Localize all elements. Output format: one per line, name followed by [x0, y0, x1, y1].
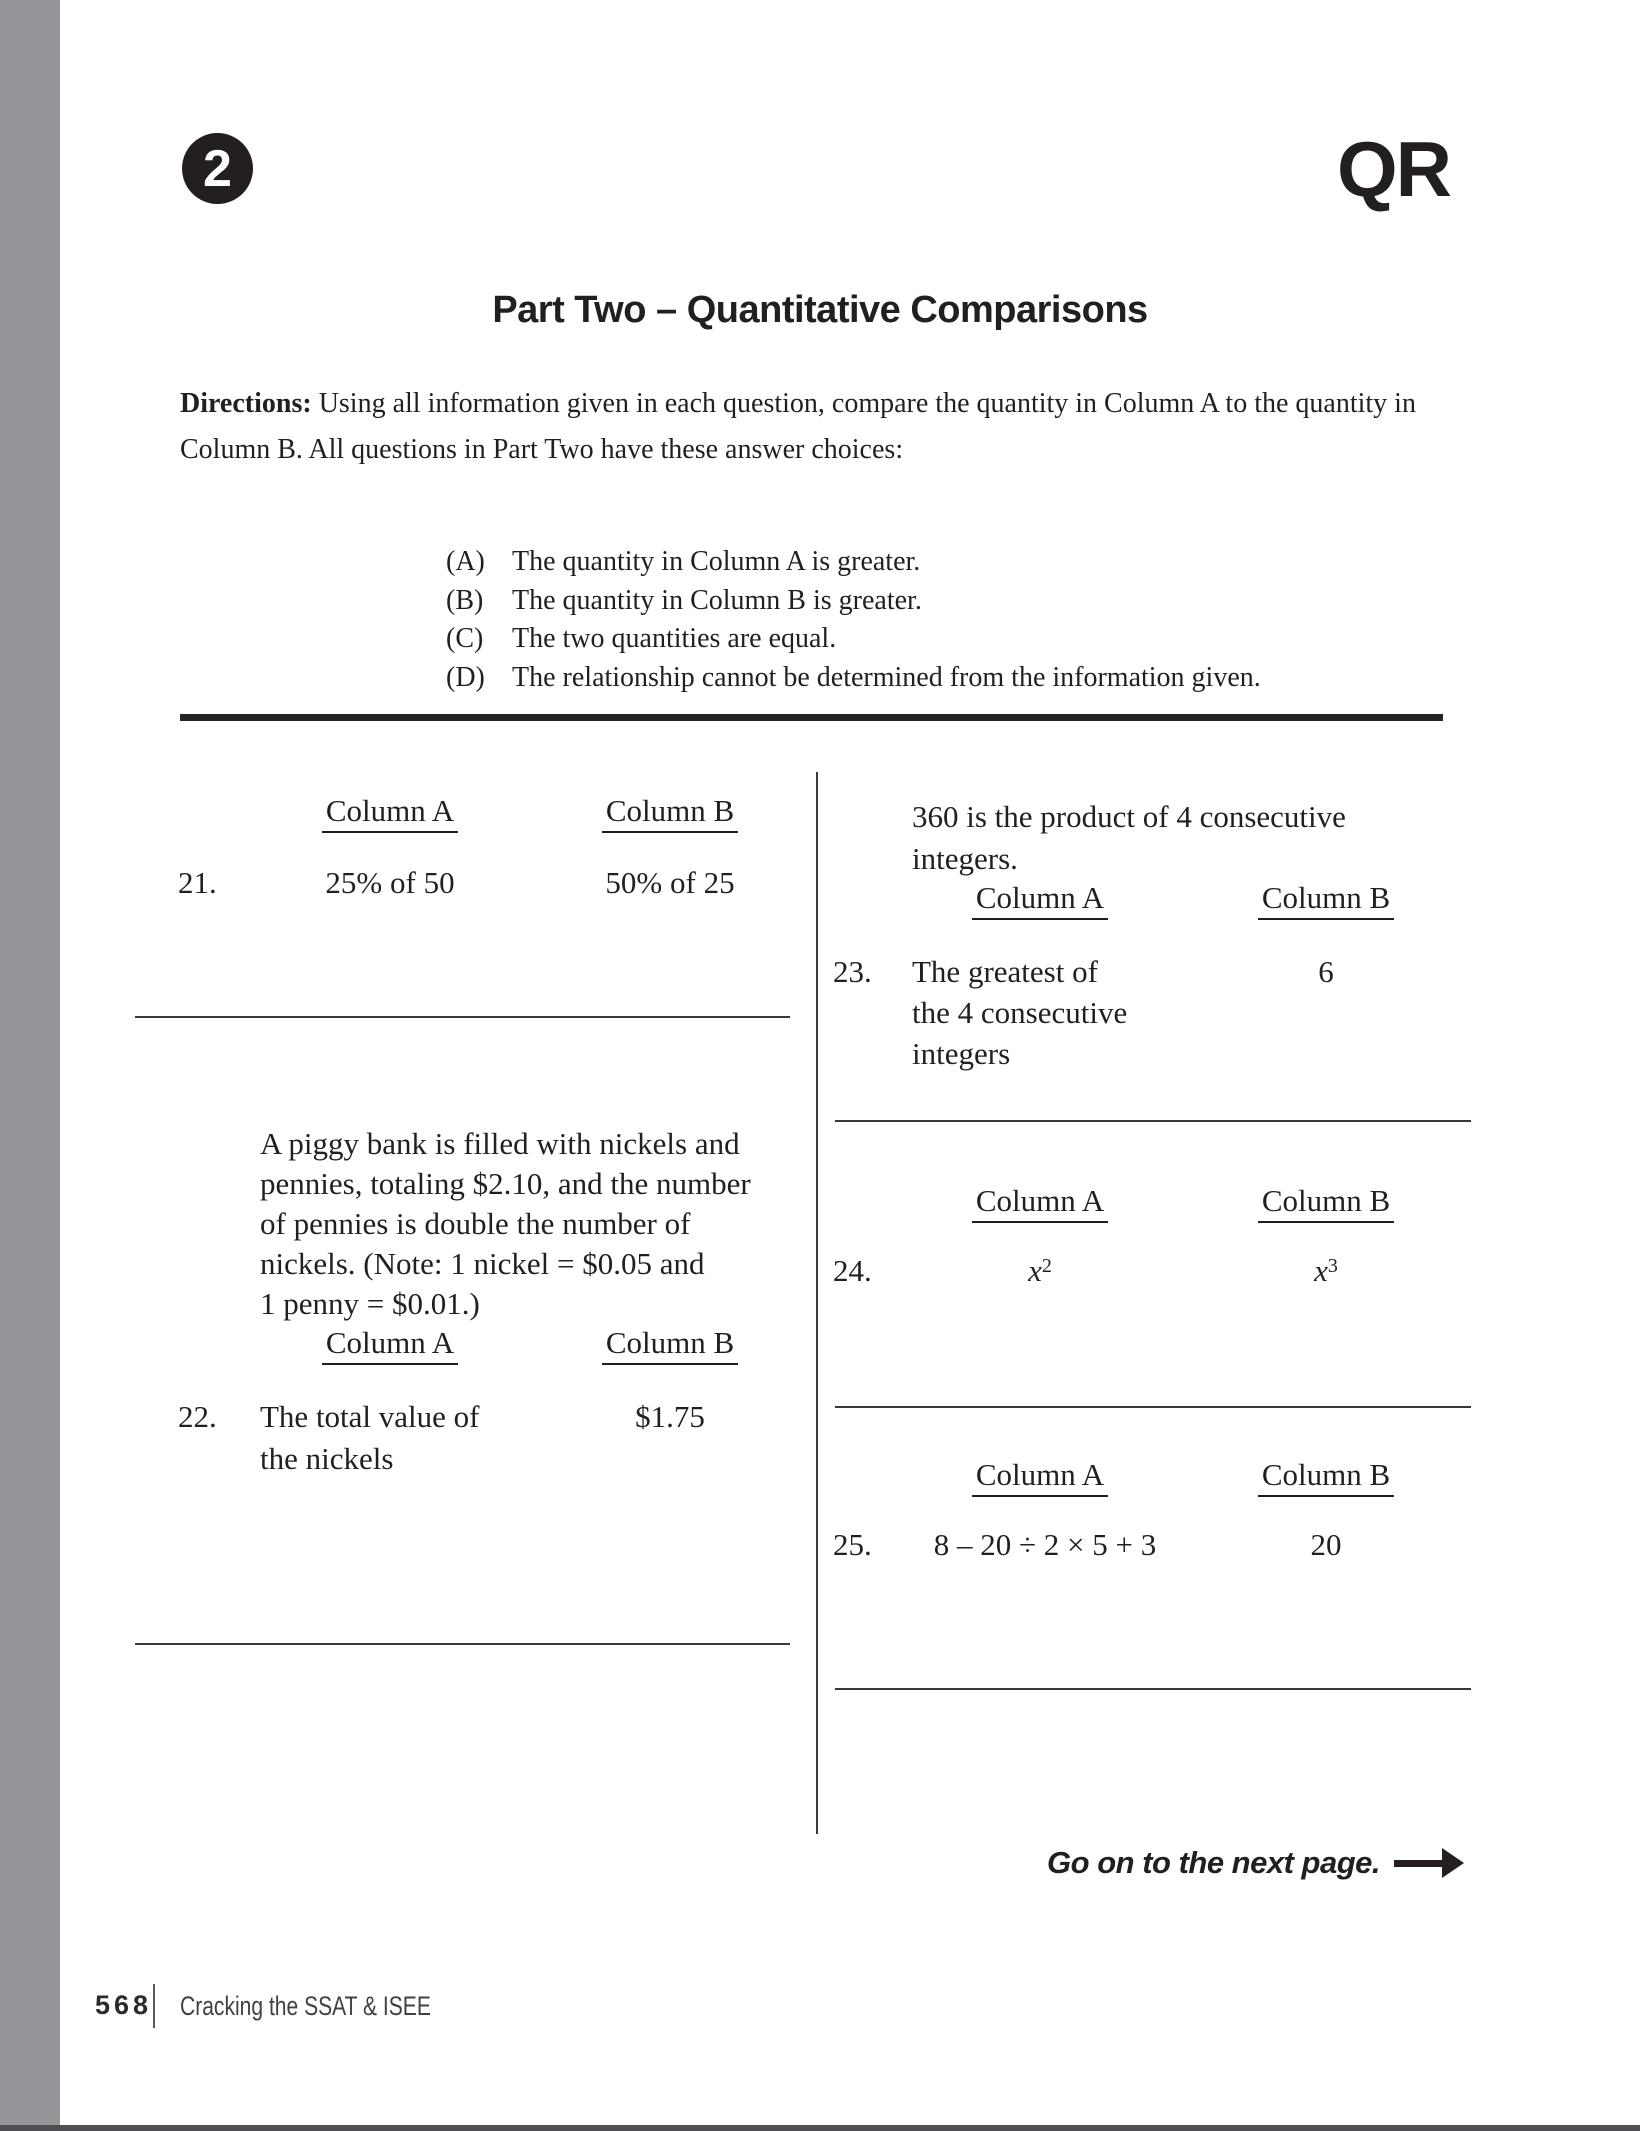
q25-column-a-header: Column A — [940, 1458, 1140, 1497]
page-edge-strip — [0, 0, 60, 2131]
q22-column-b-value: $1.75 — [635, 1399, 705, 1434]
q23-stimulus — [912, 796, 1452, 880]
q21-number: 21. — [178, 865, 217, 900]
q24-column-b-header: Column B — [1226, 1184, 1426, 1223]
choice-text: The relationship cannot be determined from the information given. — [512, 661, 1261, 693]
q22-column-a-line: The total value of — [260, 1399, 480, 1434]
book-title: Cracking the SSAT & ISEE — [180, 1991, 431, 2021]
page-bottom-bar — [0, 2125, 1640, 2131]
question-separator — [835, 1688, 1471, 1690]
q24-column-b-exponent: 3 — [1327, 1255, 1338, 1277]
footer-divider — [153, 1984, 155, 2028]
section-number-badge — [182, 133, 253, 204]
q24-column-a-header: Column A — [940, 1184, 1140, 1223]
question-separator — [835, 1120, 1471, 1122]
q23-stimulus-line: 360 is the product of 4 consecutive — [912, 799, 1346, 834]
q22-stimulus-line: nickels. (Note: 1 nickel = $0.05 and — [260, 1246, 705, 1281]
choice-letter: (C) — [446, 623, 484, 655]
arrow-shaft — [1394, 1860, 1446, 1867]
column-divider — [816, 772, 818, 1834]
choice-text: The quantity in Column A is greater. — [512, 546, 921, 577]
q22-stimulus-line: 1 penny = $0.01.) — [260, 1286, 480, 1321]
answer-choices-list — [446, 543, 1446, 697]
section-number: 2 — [203, 139, 232, 198]
q23-column-a-line: integers — [912, 1036, 1011, 1071]
q21-column-b-header: Column B — [570, 794, 770, 833]
question-separator — [135, 1016, 790, 1018]
question-separator — [835, 1406, 1471, 1408]
q21-column-a-header: Column A — [290, 794, 490, 833]
q21-column-b-value: 50% of 25 — [605, 865, 735, 900]
q25-column-b-value: 20 — [1310, 1527, 1342, 1562]
q23-column-a-line: The greatest of — [912, 954, 1098, 989]
q23-column-a-line: the 4 consecutive — [912, 995, 1128, 1030]
q24-column-b-value — [1226, 1250, 1426, 1291]
q24-column-a-value — [940, 1250, 1140, 1291]
q24-number: 24. — [833, 1253, 872, 1288]
q25-column-a-value: 8 – 20 ÷ 2 × 5 + 3 — [933, 1527, 1157, 1562]
q23-number: 23. — [833, 954, 872, 989]
section-code-qr: QR — [1337, 125, 1450, 213]
directions-text: Using all information given in each question, compare the quantity in Column A to the quantity in Column B. All questions in Part Two have these answer choices: — [180, 388, 1416, 465]
choice-text: The two quantities are equal. — [512, 623, 837, 655]
q22-number: 22. — [178, 1399, 217, 1434]
q24-column-a-exponent: 2 — [1041, 1255, 1052, 1277]
q23-column-a-value — [912, 951, 1212, 1074]
choice-letter: (D) — [446, 661, 485, 693]
q23-stimulus-line: integers. — [912, 841, 1018, 876]
q22-stimulus-line: of pennies is double the number of — [260, 1206, 691, 1241]
right-arrow-icon — [1394, 1848, 1464, 1878]
page-title: Part Two – Quantitative Comparisons — [492, 289, 1148, 331]
q21-column-a-value: 25% of 50 — [325, 865, 455, 900]
q25-number: 25. — [833, 1527, 872, 1562]
q23-column-b-header: Column B — [1226, 881, 1426, 920]
q23-column-a-header: Column A — [940, 881, 1140, 920]
arrow-head — [1442, 1848, 1464, 1878]
q24-column-b-base: x — [1314, 1253, 1328, 1288]
directions-paragraph — [180, 381, 1490, 473]
q25-column-b-header: Column B — [1226, 1458, 1426, 1497]
choice-text: The quantity in Column B is greater. — [512, 584, 922, 616]
answer-choice-a — [446, 543, 1446, 582]
q23-column-b-value: 6 — [1318, 954, 1334, 989]
q22-stimulus-line: pennies, totaling $2.10, and the number — [260, 1166, 751, 1201]
answer-choice-c — [446, 620, 1446, 659]
q22-stimulus-line: A piggy bank is filled with nickels and — [260, 1126, 740, 1161]
q22-column-b-header: Column B — [570, 1326, 770, 1365]
choice-letter: (A) — [446, 546, 485, 577]
directions-separator-rule — [180, 714, 1443, 721]
answer-choice-d — [446, 659, 1446, 698]
answer-choice-b — [446, 582, 1446, 621]
q24-column-a-base: x — [1028, 1253, 1042, 1288]
page-number: 568 — [95, 1990, 153, 2020]
directions-label: Directions: — [180, 388, 312, 419]
q22-stimulus — [260, 1124, 800, 1324]
choice-letter: (B) — [446, 584, 484, 616]
go-on-instruction: Go on to the next page. — [1047, 1845, 1380, 1880]
question-separator — [135, 1643, 790, 1645]
q22-column-a-value — [260, 1396, 560, 1480]
q22-column-a-header: Column A — [290, 1326, 490, 1365]
q22-column-a-line: the nickels — [260, 1441, 394, 1476]
